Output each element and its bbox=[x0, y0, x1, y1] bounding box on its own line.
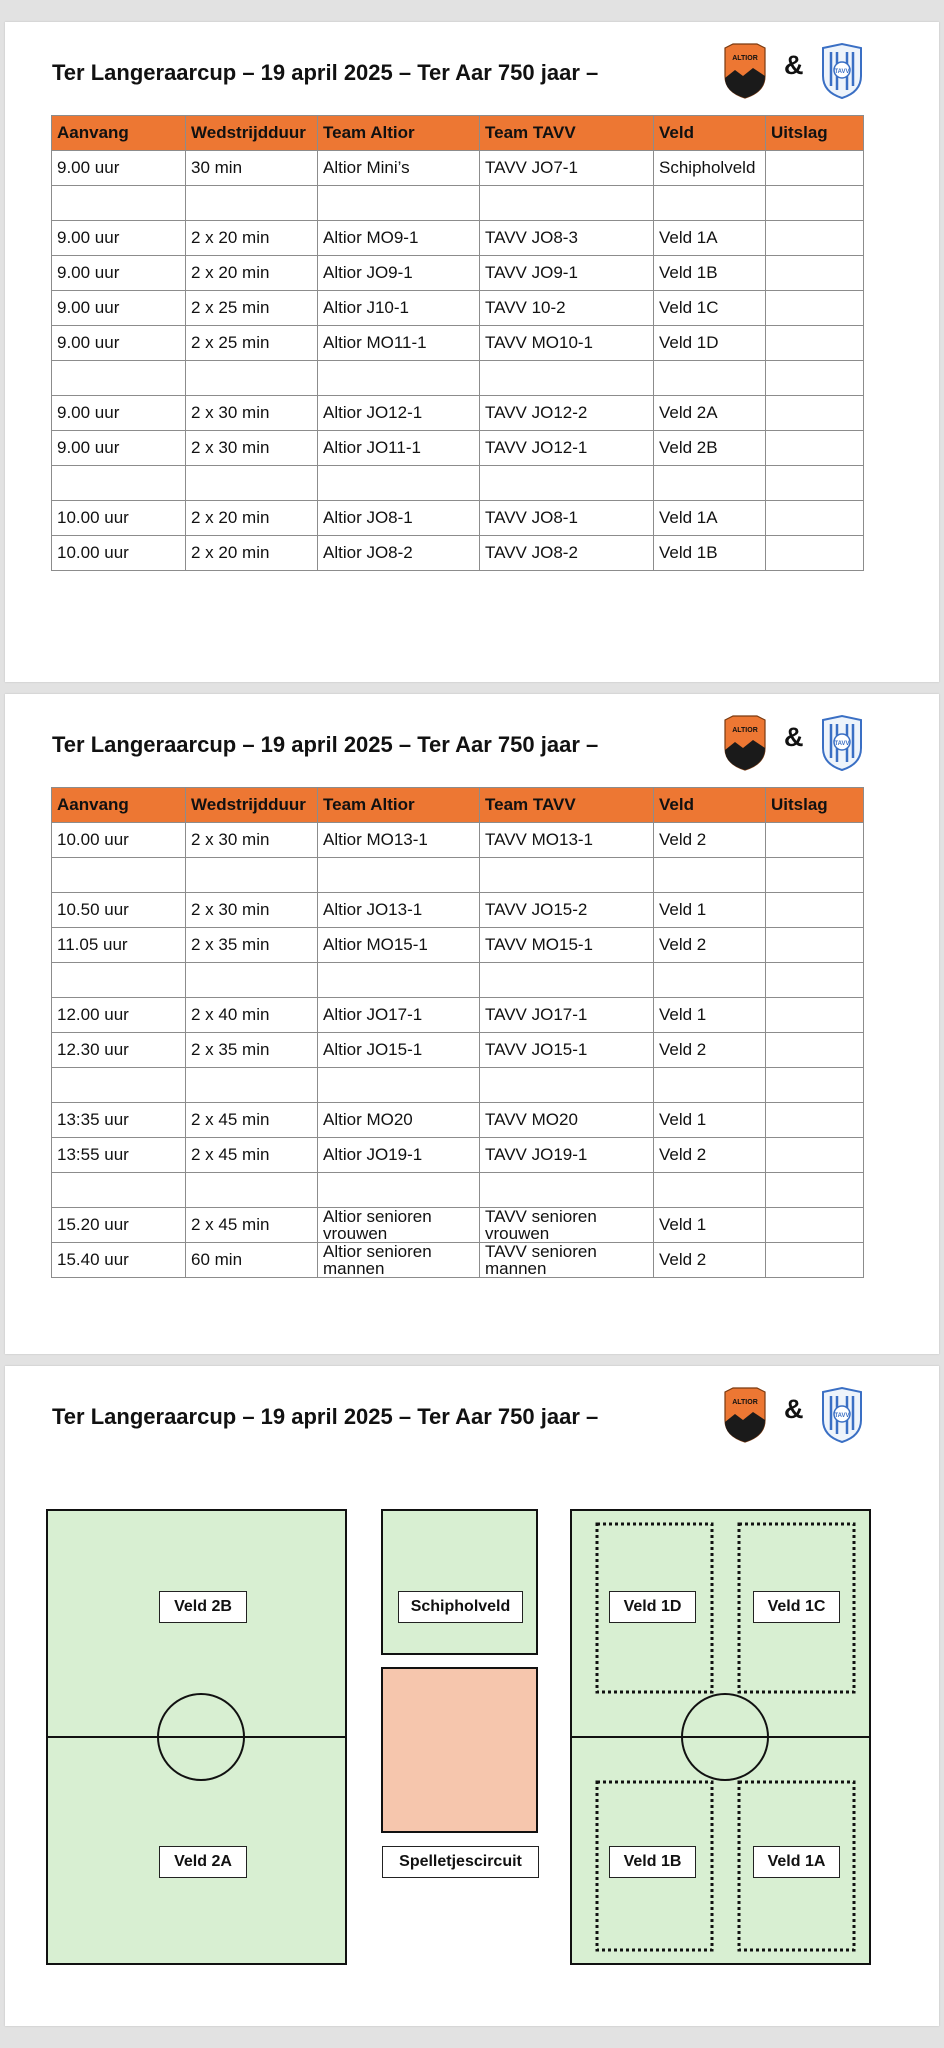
cell-aanvang: 13:35 uur bbox=[52, 1103, 186, 1138]
altior-logo-icon bbox=[723, 714, 767, 772]
cell-team-altior: Altior JO17-1 bbox=[318, 998, 480, 1033]
cell-team-tavv bbox=[480, 1068, 654, 1103]
cell-team-tavv: TAVV MO20 bbox=[480, 1103, 654, 1138]
table-row bbox=[52, 1243, 864, 1278]
cell-team-altior bbox=[318, 858, 480, 893]
cell-uitslag bbox=[766, 326, 864, 361]
cell-veld: Schipholveld bbox=[654, 151, 766, 186]
cell-uitslag bbox=[766, 291, 864, 326]
cell-aanvang bbox=[52, 186, 186, 221]
cell-team-altior: Altior MO13-1 bbox=[318, 823, 480, 858]
header-wedstrijdduur: Wedstrijdduur bbox=[186, 116, 318, 151]
cell-veld bbox=[654, 1068, 766, 1103]
cell-team-tavv: TAVV JO8-1 bbox=[480, 501, 654, 536]
cell-team-altior: Altior senioren mannen bbox=[318, 1243, 480, 1278]
header-veld: Veld bbox=[654, 788, 766, 823]
cell-uitslag bbox=[766, 1068, 864, 1103]
label-veld-2a: Veld 2A bbox=[159, 1846, 247, 1878]
cell-uitslag bbox=[766, 1033, 864, 1068]
cell-team-altior bbox=[318, 1068, 480, 1103]
cell-team-tavv: TAVV MO13-1 bbox=[480, 823, 654, 858]
cell-uitslag bbox=[766, 823, 864, 858]
cell-duur bbox=[186, 963, 318, 998]
cell-uitslag bbox=[766, 858, 864, 893]
header-wedstrijdduur: Wedstrijdduur bbox=[186, 788, 318, 823]
cell-duur bbox=[186, 1068, 318, 1103]
cell-veld: Veld 2 bbox=[654, 1033, 766, 1068]
cell-uitslag bbox=[766, 361, 864, 396]
tavv-logo-icon bbox=[819, 714, 865, 772]
table-row bbox=[52, 431, 864, 466]
cell-duur bbox=[186, 186, 318, 221]
cell-team-altior: Altior J10-1 bbox=[318, 291, 480, 326]
cell-aanvang: 10.00 uur bbox=[52, 536, 186, 571]
tavv-logo-text: TAVV bbox=[834, 1413, 850, 1419]
cell-veld: Veld 2 bbox=[654, 1138, 766, 1173]
cell-duur: 2 x 45 min bbox=[186, 1138, 318, 1173]
field-map-page bbox=[5, 1366, 939, 2026]
table-row bbox=[52, 998, 864, 1033]
tavv-logo-text: TAVV bbox=[834, 69, 850, 75]
cell-team-altior: Altior JO13-1 bbox=[318, 893, 480, 928]
table-row bbox=[52, 291, 864, 326]
cell-duur bbox=[186, 466, 318, 501]
cell-duur: 2 x 30 min bbox=[186, 893, 318, 928]
cell-team-altior: Altior JO19-1 bbox=[318, 1138, 480, 1173]
cell-duur: 2 x 20 min bbox=[186, 536, 318, 571]
label-schipholveld: Schipholveld bbox=[398, 1591, 523, 1623]
table-row-empty bbox=[52, 963, 864, 998]
cell-aanvang bbox=[52, 858, 186, 893]
cell-veld bbox=[654, 466, 766, 501]
cell-aanvang: 9.00 uur bbox=[52, 256, 186, 291]
cell-team-tavv: TAVV JO12-1 bbox=[480, 431, 654, 466]
cell-team-altior: Altior JO11-1 bbox=[318, 431, 480, 466]
header-aanvang: Aanvang bbox=[52, 788, 186, 823]
cell-duur: 2 x 20 min bbox=[186, 501, 318, 536]
club-logos bbox=[723, 40, 868, 102]
ampersand: & bbox=[784, 1394, 804, 1424]
cell-team-tavv: TAVV JO12-2 bbox=[480, 396, 654, 431]
cell-duur: 30 min bbox=[186, 151, 318, 186]
cell-duur: 2 x 25 min bbox=[186, 291, 318, 326]
cell-duur: 2 x 35 min bbox=[186, 1033, 318, 1068]
altior-logo-text: ALTIOR bbox=[732, 1399, 758, 1406]
cell-aanvang: 9.00 uur bbox=[52, 431, 186, 466]
cell-team-altior: Altior Mini’s bbox=[318, 151, 480, 186]
club-logos bbox=[723, 712, 868, 774]
cell-veld: Veld 1A bbox=[654, 221, 766, 256]
cell-team-altior: Altior MO9-1 bbox=[318, 221, 480, 256]
label-veld-1d: Veld 1D bbox=[609, 1591, 696, 1623]
label-veld-1c: Veld 1C bbox=[753, 1591, 840, 1623]
cell-veld: Veld 1C bbox=[654, 291, 766, 326]
altior-logo-text: ALTIOR bbox=[732, 727, 758, 734]
cell-team-tavv: TAVV MO15-1 bbox=[480, 928, 654, 963]
cell-duur: 2 x 20 min bbox=[186, 256, 318, 291]
header-team-tavv: Team TAVV bbox=[480, 116, 654, 151]
cell-duur: 2 x 35 min bbox=[186, 928, 318, 963]
cell-duur bbox=[186, 858, 318, 893]
cell-veld bbox=[654, 858, 766, 893]
table-row-empty bbox=[52, 186, 864, 221]
cell-veld: Veld 2 bbox=[654, 823, 766, 858]
ampersand: & bbox=[784, 722, 804, 752]
cell-team-altior: Altior JO12-1 bbox=[318, 396, 480, 431]
cell-team-altior: Altior JO15-1 bbox=[318, 1033, 480, 1068]
cell-veld bbox=[654, 186, 766, 221]
cell-aanvang: 15.40 uur bbox=[52, 1243, 186, 1278]
table-row-empty bbox=[52, 858, 864, 893]
cell-veld bbox=[654, 1173, 766, 1208]
header-uitslag: Uitslag bbox=[766, 788, 864, 823]
cell-team-tavv: TAVV JO15-1 bbox=[480, 1033, 654, 1068]
cell-veld bbox=[654, 963, 766, 998]
cell-aanvang: 9.00 uur bbox=[52, 291, 186, 326]
cell-team-altior: Altior JO8-1 bbox=[318, 501, 480, 536]
header-team-altior: Team Altior bbox=[318, 116, 480, 151]
table-row bbox=[52, 221, 864, 256]
cell-team-tavv: TAVV 10-2 bbox=[480, 291, 654, 326]
cell-duur bbox=[186, 361, 318, 396]
cell-aanvang bbox=[52, 466, 186, 501]
cell-aanvang: 9.00 uur bbox=[52, 396, 186, 431]
cell-team-altior: Altior MO20 bbox=[318, 1103, 480, 1138]
cell-team-tavv: TAVV JO17-1 bbox=[480, 998, 654, 1033]
cell-veld: Veld 1B bbox=[654, 536, 766, 571]
cell-veld: Veld 1 bbox=[654, 1103, 766, 1138]
cell-aanvang: 12.30 uur bbox=[52, 1033, 186, 1068]
cell-aanvang: 9.00 uur bbox=[52, 151, 186, 186]
table-row-empty bbox=[52, 466, 864, 501]
cell-uitslag bbox=[766, 928, 864, 963]
header-aanvang: Aanvang bbox=[52, 116, 186, 151]
altior-logo-icon bbox=[723, 42, 767, 100]
table-row-empty bbox=[52, 1173, 864, 1208]
tavv-logo-text: TAVV bbox=[834, 741, 850, 747]
cell-aanvang bbox=[52, 963, 186, 998]
cell-team-altior: Altior senioren vrouwen bbox=[318, 1208, 480, 1243]
cell-team-altior bbox=[318, 466, 480, 501]
cell-duur: 2 x 45 min bbox=[186, 1103, 318, 1138]
cell-duur: 2 x 40 min bbox=[186, 998, 318, 1033]
cell-team-altior bbox=[318, 963, 480, 998]
cell-uitslag bbox=[766, 186, 864, 221]
table-row-empty bbox=[52, 1068, 864, 1103]
cell-aanvang: 13:55 uur bbox=[52, 1138, 186, 1173]
cell-team-tavv bbox=[480, 361, 654, 396]
cell-duur: 2 x 25 min bbox=[186, 326, 318, 361]
cell-uitslag bbox=[766, 1208, 864, 1243]
label-veld-1b: Veld 1B bbox=[609, 1846, 696, 1878]
cell-veld: Veld 2B bbox=[654, 431, 766, 466]
cell-duur: 2 x 45 min bbox=[186, 1208, 318, 1243]
header-team-altior: Team Altior bbox=[318, 788, 480, 823]
cell-team-altior: Altior MO11-1 bbox=[318, 326, 480, 361]
table-row bbox=[52, 151, 864, 186]
cell-uitslag bbox=[766, 256, 864, 291]
cell-team-altior: Altior MO15-1 bbox=[318, 928, 480, 963]
table-row bbox=[52, 823, 864, 858]
cell-aanvang: 10.50 uur bbox=[52, 893, 186, 928]
schedule-table-2 bbox=[51, 787, 864, 1278]
cell-duur: 2 x 30 min bbox=[186, 396, 318, 431]
cell-uitslag bbox=[766, 396, 864, 431]
cell-veld: Veld 2 bbox=[654, 928, 766, 963]
table-header-row bbox=[52, 116, 864, 151]
cell-uitslag bbox=[766, 536, 864, 571]
cell-veld: Veld 2A bbox=[654, 396, 766, 431]
cell-uitslag bbox=[766, 1243, 864, 1278]
label-veld-1a: Veld 1A bbox=[753, 1846, 840, 1878]
cell-team-tavv bbox=[480, 186, 654, 221]
cell-team-tavv bbox=[480, 858, 654, 893]
cell-aanvang: 12.00 uur bbox=[52, 998, 186, 1033]
schedule-page-2 bbox=[5, 694, 939, 1354]
schipholveld-field bbox=[382, 1510, 537, 1654]
cell-duur: 2 x 30 min bbox=[186, 431, 318, 466]
table-row bbox=[52, 928, 864, 963]
cell-uitslag bbox=[766, 151, 864, 186]
cell-veld: Veld 2 bbox=[654, 1243, 766, 1278]
cell-team-tavv: TAVV senioren mannen bbox=[480, 1243, 654, 1278]
cell-uitslag bbox=[766, 1173, 864, 1208]
label-veld-2b: Veld 2B bbox=[159, 1591, 247, 1623]
table-row bbox=[52, 396, 864, 431]
cell-team-tavv: TAVV JO8-3 bbox=[480, 221, 654, 256]
table-row bbox=[52, 326, 864, 361]
cell-duur: 60 min bbox=[186, 1243, 318, 1278]
table-row bbox=[52, 256, 864, 291]
cell-team-tavv: TAVV JO19-1 bbox=[480, 1138, 654, 1173]
cell-team-tavv bbox=[480, 466, 654, 501]
cell-aanvang bbox=[52, 1068, 186, 1103]
cell-uitslag bbox=[766, 501, 864, 536]
cell-uitslag bbox=[766, 431, 864, 466]
cell-aanvang: 15.20 uur bbox=[52, 1208, 186, 1243]
page-title: Ter Langeraarcup – 19 april 2025 – Ter Aar 750 jaar – bbox=[52, 60, 599, 85]
cell-veld bbox=[654, 361, 766, 396]
tavv-logo-icon bbox=[819, 42, 865, 100]
altior-logo-text: ALTIOR bbox=[732, 55, 758, 62]
cell-team-tavv: TAVV JO7-1 bbox=[480, 151, 654, 186]
cell-team-altior bbox=[318, 361, 480, 396]
cell-team-tavv: TAVV MO10-1 bbox=[480, 326, 654, 361]
cell-aanvang bbox=[52, 1173, 186, 1208]
schedule-table-1 bbox=[51, 115, 864, 571]
cell-uitslag bbox=[766, 963, 864, 998]
cell-aanvang bbox=[52, 361, 186, 396]
cell-team-tavv: TAVV JO15-2 bbox=[480, 893, 654, 928]
cell-uitslag bbox=[766, 1138, 864, 1173]
cell-aanvang: 10.00 uur bbox=[52, 501, 186, 536]
spelletjescircuit-area bbox=[382, 1668, 537, 1832]
schedule-page-1 bbox=[5, 22, 939, 682]
cell-uitslag bbox=[766, 1103, 864, 1138]
cell-veld: Veld 1B bbox=[654, 256, 766, 291]
cell-team-altior: Altior JO9-1 bbox=[318, 256, 480, 291]
cell-aanvang: 9.00 uur bbox=[52, 221, 186, 256]
table-row bbox=[52, 1103, 864, 1138]
header-uitslag: Uitslag bbox=[766, 116, 864, 151]
table-header-row bbox=[52, 788, 864, 823]
cell-aanvang: 9.00 uur bbox=[52, 326, 186, 361]
table-row bbox=[52, 501, 864, 536]
cell-aanvang: 11.05 uur bbox=[52, 928, 186, 963]
cell-team-altior bbox=[318, 186, 480, 221]
cell-team-tavv: TAVV JO8-2 bbox=[480, 536, 654, 571]
cell-veld: Veld 1 bbox=[654, 893, 766, 928]
cell-team-altior: Altior JO8-2 bbox=[318, 536, 480, 571]
table-row bbox=[52, 1138, 864, 1173]
field-map bbox=[5, 1366, 939, 2026]
cell-team-tavv: TAVV JO9-1 bbox=[480, 256, 654, 291]
label-spelletjescircuit: Spelletjescircuit bbox=[382, 1846, 539, 1878]
table-row bbox=[52, 893, 864, 928]
cell-team-tavv bbox=[480, 963, 654, 998]
cell-duur bbox=[186, 1173, 318, 1208]
header-veld: Veld bbox=[654, 116, 766, 151]
cell-veld: Veld 1 bbox=[654, 1208, 766, 1243]
cell-uitslag bbox=[766, 893, 864, 928]
ampersand: & bbox=[784, 50, 804, 80]
table-row bbox=[52, 1033, 864, 1068]
cell-veld: Veld 1A bbox=[654, 501, 766, 536]
table-row bbox=[52, 536, 864, 571]
table-row bbox=[52, 1208, 864, 1243]
cell-aanvang: 10.00 uur bbox=[52, 823, 186, 858]
cell-team-altior bbox=[318, 1173, 480, 1208]
cell-veld: Veld 1D bbox=[654, 326, 766, 361]
table-row-empty bbox=[52, 361, 864, 396]
cell-uitslag bbox=[766, 466, 864, 501]
cell-uitslag bbox=[766, 998, 864, 1033]
cell-duur: 2 x 30 min bbox=[186, 823, 318, 858]
header-team-tavv: Team TAVV bbox=[480, 788, 654, 823]
cell-veld: Veld 1 bbox=[654, 998, 766, 1033]
cell-duur: 2 x 20 min bbox=[186, 221, 318, 256]
cell-team-tavv bbox=[480, 1173, 654, 1208]
cell-team-tavv: TAVV senioren vrouwen bbox=[480, 1208, 654, 1243]
page-title: Ter Langeraarcup – 19 april 2025 – Ter Aar 750 jaar – bbox=[52, 1404, 599, 1429]
page-title: Ter Langeraarcup – 19 april 2025 – Ter Aar 750 jaar – bbox=[52, 732, 599, 757]
cell-uitslag bbox=[766, 221, 864, 256]
